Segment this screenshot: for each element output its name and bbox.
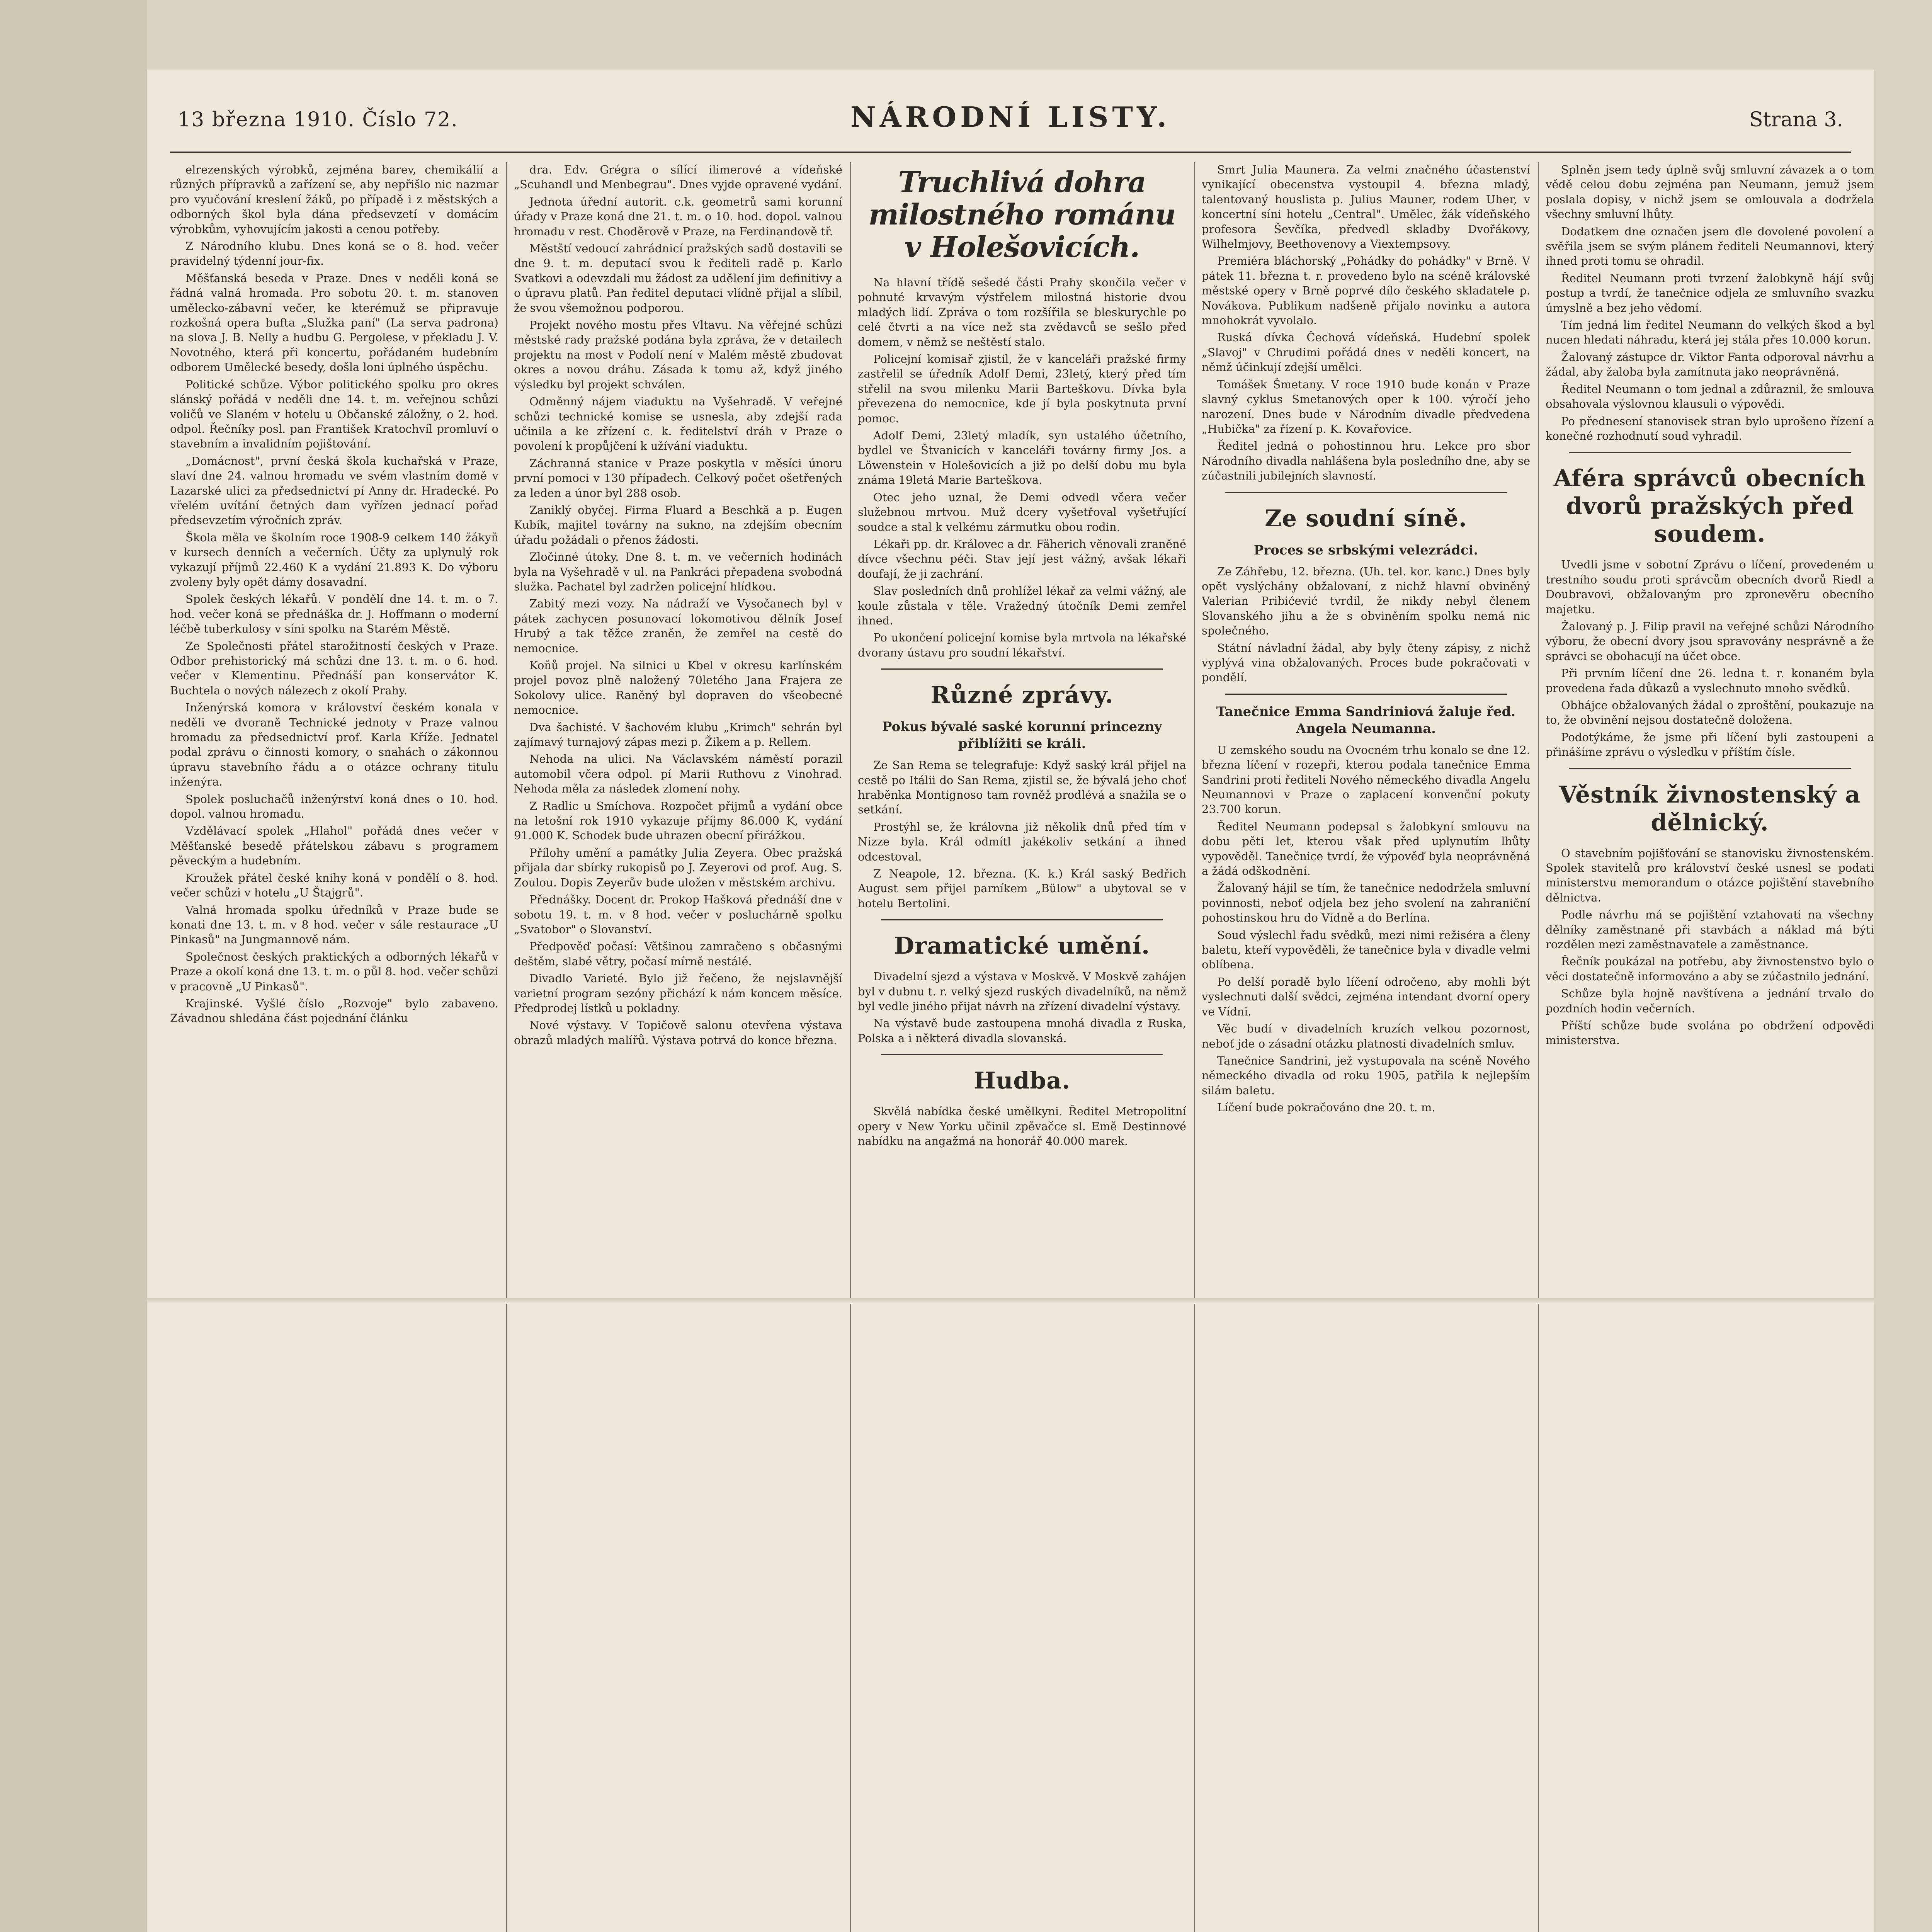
article-paragraph: Nové výstavy. V Topičově salonu otevřena výstava obrazů mladých malířů. Výstava potrvá do konce března. [514, 1019, 842, 1047]
article-paragraph: Odměnný nájem viaduktu na Vyšehradě. V veřejné schůzi technické komise se usnesla, aby zdejší rada učinila a ke zřízení c. k. ředitelství dráh v Praze o povolení k propůjčení k užívání viaduktu. [514, 395, 842, 453]
article-paragraph: Vzdělávací spolek „Hlahol" pořádá dnes večer v Měšťanské besedě přátelskou zábavu s programem pěveckým a hudebním. [170, 824, 498, 867]
section-rule [1569, 452, 1851, 453]
article-paragraph: Zaniklý obyčej. Firma Fluard a Beschkă a p. Eugen Kubík, majitel továrny na sukno, na zdejším obecním úřadu požádali o přenos žádosti. [514, 503, 842, 546]
article-paragraph: Státní návladní žádal, aby byly čteny zápisy, z nichž vyplývá vina obžalovaných. Proces bude pokračovati v pondělí. [1202, 641, 1530, 684]
article-paragraph: Při prvním líčení dne 26. ledna t. r. konaném byla provedena řada důkazů a vyslechnuto mnoho svědků. [1546, 667, 1874, 695]
section-rule [1225, 492, 1507, 493]
section-title-ruzne-zpravy: Různé zprávy. [930, 682, 1114, 709]
column-3 [858, 162, 1186, 1932]
article-paragraph: elrezenských výrobků, zejména barev, chemikálií a různých přípravků a zařízení se, aby nepřišlo nic nazmar pro vyučování kreslení žáků, po případě i z městských a odborných škol byla dána předsevzetí v domácím výrobkům, vyhovujícím jakosti a cenou potřeby. [170, 163, 498, 236]
headline-holesovice: Truchlivá dohra milostného románu v Holešovicích. [868, 166, 1176, 264]
article-paragraph: Divadlo Varieté. Bylo již řečeno, že nejslavnější varietní program sezóny přichází k nám koncem měsíce. Předprodej lístků u pokladny. [514, 972, 842, 1015]
article-subtitle: Proces se srbskými velezrádci. [1253, 542, 1478, 558]
article-paragraph: Otec jeho uznal, že Demi odvedl včera večer služebnou mrtvou. Muž dcery vyšetřoval vyšetřující soudce a stal k velkému zármutku obou rodin. [858, 490, 1186, 534]
article-paragraph: Na hlavní třídě sešedé části Prahy skončila večer v pohnuté krvavým výstřelem milostná historie dvou mladých lidí. Zpráva o tom rozšířila se bleskurychle po celé čtvrti a na více než sta zvědavců se sešlo před domem, v němž se neštěstí stalo. [858, 276, 1186, 349]
article-subtitle: Tanečnice Emma Sandriniová žaluje řed. Angela Neumanna. [1216, 704, 1516, 736]
article-paragraph: Žalovaný p. J. Filip pravil na veřejné schůzi Národního výboru, že obecní dvory jsou spravovány nesprávně a že správci se obohacují na účet obce. [1546, 619, 1874, 663]
article-paragraph: Slav posledních dnů prohlížel lékař za velmi vážný, ale koule zůstala v těle. Vražedný útočník Demi zemřel ihned. [858, 584, 1186, 627]
article-paragraph: Líčení bude pokračováno dne 20. t. m. [1217, 1101, 1435, 1114]
article-paragraph: Předpověď počasí: Většinou zamračeno s občasnými deštěm, slabé větry, počasí mírně nestálé. [514, 940, 842, 968]
article-paragraph: Na výstavě bude zastoupena mnohá divadla z Ruska, Polska a i některá divadla slovanská. [858, 1017, 1186, 1045]
article-paragraph: Tím jedná lim ředitel Neumann do velkých škod a byl nucen hledati náhradu, která jej stála přes 10.000 korun. [1546, 318, 1874, 347]
section-rule [881, 919, 1163, 920]
article-paragraph: Škola měla ve školním roce 1908-9 celkem 140 žákyň v kursech denních a večerních. Účty za uplynulý rok vykazují příjmů 22.460 K a vydání 21.893 K. Do výboru zvoleny byly opět dámy dosavadní. [170, 531, 498, 588]
column-divider [1194, 162, 1195, 1932]
article-paragraph: Ze Záhřebu, 12. března. (Uh. tel. kor. kanc.) Dnes byly opět vyslýchány obžalovaní, z nichž hlavní obviněný Valerian Pribićević tvrdil, že nikdy nebyl členem Slovanského jihu a že s obviněním spolku nemá nic společného. [1202, 565, 1530, 638]
column-divider [506, 162, 507, 1932]
article-paragraph: Soud výslechl řadu svědků, mezi nimi režiséra a členy baletu, kteří vypověděli, že tanečnice byla v divadle velmi oblíbena. [1202, 928, 1530, 971]
section-rule [1569, 768, 1851, 769]
article-paragraph: „Domácnost", první česká škola kuchařská v Praze, slaví dne 24. valnou hromadu ve svém vlastním domě v Lazarské ulici za předsednictví pí Anny dr. Hradecké. Po vřelém uvítání četných dam vyřízen jednací pořad předsevzetím výročních zpráv. [170, 454, 498, 527]
article-paragraph: Spolek posluchačů inženýrství koná dnes o 10. hod. dopol. valnou hromadu. [170, 792, 498, 821]
article-paragraph: Ze Společnosti přátel starožitností českých v Praze. Odbor prehistorický má schůzi dne 13. t. m. o 6. hod. večer v Klementinu. Přednáší pan konservátor K. Buchtela o nových nálezech z okolí Prahy. [170, 639, 498, 697]
article-paragraph: Společnost českých praktických a odborných lékařů v Praze a okolí koná dne 13. t. m. o půl 8. hod. večer schůzi v pracovně „U Pinkasů". [170, 950, 498, 993]
column-divider [1538, 162, 1539, 1932]
article-paragraph: Z Radlic u Smíchova. Rozpočet přijmů a vydání obce na letošní rok 1910 vykazuje příjmy 86.000 K, vydání 91.000 K. Schodek bude uhrazen obecní přirážkou. [514, 799, 842, 842]
article-paragraph: Spolek českých lékařů. V pondělí dne 14. t. m. o 7. hod. večer koná se přednáška dr. J. Hoffmann o moderní léčbě tuberkulosy v síni spolku na Starém Městě. [170, 592, 498, 636]
article-paragraph: Ředitel Neumann proti tvrzení žalobkyně hájí svůj postup a tvrdí, že tanečnice odjela ze smluvního svazku úmyslně a bez jeho vědomí. [1546, 271, 1874, 315]
page-header [170, 85, 1851, 153]
article-paragraph: Obhájce obžalovaných žádal o zproštění, poukazuje na to, že obvinění nejsou dostatečně doložena. [1546, 698, 1874, 727]
section-rule [1225, 694, 1507, 695]
article-paragraph: Záchranná stanice v Praze poskytla v měsíci únoru první pomoci v 130 případech. Celkový počet ošetřených za leden a únor byl 288 osob. [514, 456, 842, 500]
section-title-hudba: Hudba. [974, 1067, 1070, 1095]
article-paragraph: Po přednesení stanovisek stran bylo uprošeno řízení a konečné rozhodnutí soud vyhradil. [1546, 414, 1874, 442]
article-paragraph: Měšťanská beseda v Praze. Dnes v neděli koná se řádná valná hromada. Pro sobotu 20. t. m. stanoven umělecko-zábavní večer, ke kterémuž se připravuje rozkošná opera bufta „Služka paní" (La serva padrona) na slova J. B. Nelly a hudbu G. Pergolese, v překladu J. V. Novotného, která při koncertu, pořádaném hudebním odborem Umělecké besedy, došla loni úplného úspěchu. [170, 271, 498, 374]
issue-date: 13 března 1910. Číslo 72. [178, 108, 458, 131]
article-paragraph: Inženýrská komora v království českém konala v neděli ve dvoraně Technické jednoty v Praze valnou hromadu za předsednictví prof. Karla Kříže. Jednatel podal zprávu o činnosti komory, o snahách o zákonnou úpravu stavebního řádu a o otázce ochrany titulu inženýra. [170, 701, 498, 789]
article-paragraph: Zločinné útoky. Dne 8. t. m. ve večerních hodinách byla na Vyšehradě v ul. na Pankráci přepadena svobodná služka. Pachatel byl zadržen policejní hlídkou. [514, 550, 842, 593]
column-2 [514, 162, 842, 1932]
column-1 [170, 162, 498, 1932]
article-paragraph: Tomášek Šmetany. V roce 1910 bude konán v Praze slavný cyklus Smetanových oper k 100. výročí jeho narození. Dnes bude v Národním divadle předvedena „Hubička" za řízení p. K. Kovařovice. [1202, 378, 1530, 435]
column-divider [850, 162, 851, 1932]
article-paragraph: Řečník poukázal na potřebu, aby živnostenstvo bylo o věci dostatečně informováno a aby se zúčastnilo jednání. [1546, 955, 1874, 983]
article-paragraph: Nehoda na ulici. Na Václavském náměstí porazil automobil včera odpol. pí Marii Ruthovu z Vinohrad. Nehoda měla za následek zlomení nohy. [514, 752, 842, 796]
column-4 [1202, 162, 1530, 1932]
article-paragraph: Adolf Demi, 23letý mladík, syn ustalého účetního, bydlel ve Štvanicích v kanceláři továrny firmy Jos. a Löwenstein v Holešovicích a již po delší dobu mu byla známa 19letá Marie Barteškova. [858, 429, 1186, 487]
newspaper-page [147, 70, 1874, 1932]
article-paragraph: U zemského soudu na Ovocném trhu konalo se dne 12. března líčení v rozepři, kterou podala tanečnice Emma Sandrini proti řediteli Nového německého divadla Angelu Neumannovi v Praze o zaplacení konvenční pokuty 23.700 korun. [1202, 743, 1530, 816]
article-paragraph: dra. Edv. Grégra o sílící ilimerové a vídeňské „Scuhandl und Menbegrau". Dnes vyjde opravené vydání. [514, 163, 842, 191]
page-edge [0, 0, 147, 1932]
section-title-dramaticke-umeni: Dramatické umění. [894, 932, 1150, 960]
article-paragraph: Věc budí v divadelních kruzích velkou pozornost, neboť jde o zásadní otázku platnosti divadelních smluv. [1202, 1022, 1530, 1050]
article-paragraph: Projekt nového mostu přes Vltavu. Na věřejné schůzi městské rady pražské podána byla zpráva, že v detailech projektu na most v Podolí není v Malém městě zbudovat okres a novou dráhu. Zásada k tomu až, když jiného výsledku byl projekt schválen. [514, 318, 842, 391]
article-paragraph: Tanečnice Sandrini, jež vystupovala na scéně Nového německého divadla od roku 1905, patřila k nejlepším silám baletu. [1202, 1054, 1530, 1097]
article-paragraph: Schůze byla hojně navštívena a jednání trvalo do pozdních hodin večerních. [1546, 987, 1874, 1015]
article-paragraph: Krajinské. Vyšlé číslo „Rozvoje" bylo zabaveno. Závadnou shledána část pojednání článku [170, 997, 498, 1025]
section-title-ze-soudni-sine: Ze soudní síně. [1265, 505, 1467, 532]
article-paragraph: Přílohy umění a památky Julia Zeyera. Obec pražská přijala dar sbírky rukopisů po J. Zeyerovi od prof. Aug. S. Zoulou. Dopis Zeyerův bude uložen v městském archivu. [514, 846, 842, 889]
article-paragraph: Dodatkem dne označen jsem dle dovolené povolení a svěřila jsem se svým plánem řediteli Neumannovi, který ihned proti tomu se ohradil. [1546, 224, 1874, 268]
article-paragraph: Žalovaný hájil se tím, že tanečnice nedodržela smluvní povinnosti, neboť odjela bez jeho svolení na zahraniční pohostinskou hru do Vídně a do Berlína. [1202, 881, 1530, 925]
article-paragraph: Z Národního klubu. Dnes koná se o 8. hod. večer pravidelný týdenní jour-fix. [170, 240, 498, 268]
paper-fold [147, 1298, 1874, 1304]
section-title-afera-spravcu: Aféra správců obecních dvorů pražských před soudem. [1553, 465, 1866, 548]
page-number: Strana 3. [1749, 108, 1843, 131]
section-title-vestnik-zivnostensky: Věstník živnostenský a dělnický. [1559, 781, 1861, 836]
article-paragraph: Jednota úřední autorit. c.k. geometrů sami korunní úřady v Praze koná dne 21. t. m. o 10. hod. dopol. valnou hromadu v rest. Choděrově v Praze, na Ferdinandově tř. [514, 195, 842, 238]
article-paragraph: Smrt Julia Maunera. Za velmi značného účastenství vynikající obecenstva vystoupil 4. března mladý, talentovaný houslista p. Julius Mauner, rodem Uher, v koncertní síni hotelu „Central". Umělec, žák vídeňského profesora Ševčíka, předvedl skladby Dvořákovy, Wilhelmjovy, Beethovenovy a Viextempsovy. [1202, 163, 1530, 251]
article-paragraph: Podotýkáme, že jsme při líčení byli zastoupeni a přinášíme zprávu o výsledku v příštím čísle. [1546, 730, 1874, 759]
article-paragraph: Městští vedoucí zahrádnicí pražských sadů dostavili se dne 9. t. m. deputací svou k řediteli radě p. Karlo Svatkovi a odevzdali mu žádost za udělení jim definitivy a o úpravu platů. Pan ředitel deputaci vlídně přijal a slíbil, že svou všemožnou podporou. [514, 242, 842, 315]
article-paragraph: Koňů projel. Na silnici u Kbel v okresu karlínském projel povoz plně naložený 70letého Jana Frajera ze Sokolovy ulice. Raněný byl dopraven do všeobecné nemocnice. [514, 659, 842, 717]
section-rule [881, 1054, 1163, 1055]
article-subtitle: Pokus bývalé saské korunní princezny přiblížiti se králi. [882, 719, 1162, 752]
article-paragraph: Ředitel Neumann podepsal s žalobkyní smlouvu na dobu pěti let, kterou však před uplynutím lhůty vypověděl. Tanečnice tvrdí, že výpověď byla neoprávněná a žádá odškodnění. [1202, 820, 1530, 878]
article-paragraph: Dva šachisté. V šachovém klubu „Krimch" sehrán byl zajímavý turnajový zápas mezi p. Žikem a p. Rellem. [514, 720, 842, 749]
article-paragraph: Valná hromada spolku úředníků v Praze bude se konati dne 13. t. m. v 8 hod. večer v sále restaurace „U Pinkasů" na Jungmannově nám. [170, 903, 498, 946]
article-paragraph: Příští schůze bude svolána po obdržení odpovědi ministerstva. [1546, 1019, 1874, 1047]
article-paragraph: Žalovaný zástupce dr. Viktor Fanta odporoval návrhu a žádal, aby žaloba byla zamítnuta jako neoprávněná. [1546, 350, 1874, 379]
article-paragraph: Po ukončení policejní komise byla mrtvola na lékařské dvorany ústavu pro soudní lékařství. [858, 631, 1186, 659]
article-paragraph: Přednášky. Docent dr. Prokop Hašková přednáší dne v sobotu 19. t. m. v 8 hod. večer v posluchárně spolku „Svatobor" o Slovanství. [514, 893, 842, 936]
article-paragraph: Policejní komisař zjistil, že v kanceláři pražské firmy zastřelil se úředník Adolf Demi, 23letý, který před tím střelil na svou milenku Marii Barteškovu. Dívka byla převezena do nemocnice, kde jí byla poskytnuta první pomoc. [858, 352, 1186, 425]
article-paragraph: Lékaři pp. dr. Královec a dr. Fäherich věnovali zraněné dívce všechnu péči. Stav její jest vážný, avšak lékaři doufají, že ji zachrání. [858, 537, 1186, 580]
article-paragraph: Uvedli jsme v sobotní Zprávu o líčení, provedeném u trestního soudu proti správcům obecních dvorů Riedl a Doubravovi, obžalovaným pro zpronevěru obecního majetku. [1546, 558, 1874, 616]
article-paragraph: Z Neapole, 12. března. (K. k.) Král saský Bedřich August sem přijel parníkem „Bülow" a ubytoval se v hotelu Bertolini. [858, 867, 1186, 910]
article-paragraph: Ředitel jedná o pohostinnou hru. Lekce pro sbor Národního divadla nahlášena byla posledního dne, aby se zúčastnili jubilejních slavností. [1202, 439, 1530, 483]
article-paragraph: Splněn jsem tedy úplně svůj smluvní závazek a o tom vědě celou dobu zejména pan Neumann, jemuž jsem poslala dopisy, v nichž jsem se omlouvala a dodržela všechny smluvní lhůty. [1546, 163, 1874, 221]
article-paragraph: Ruská dívka Čechová vídeňská. Hudební spolek „Slavoj" v Chrudimi pořádá dnes v neděli koncert, na němž účinkují zdejší umělci. [1202, 331, 1530, 374]
article-paragraph: Politické schůze. Výbor politického spolku pro okres slánský pořádá v neděli dne 14. t. m. veřejnou schůzi voličů ve Slaném v hotelu u Občanské záložny, o 2. hod. odpol. Řečníky posl. pan František Kratochvíl promluví o stavebním a invalidním pojištování. [170, 378, 498, 451]
article-paragraph: Podle návrhu má se pojištění vztahovati na všechny dělníky zaměstnané při stavbách a náklad má býti rozdělen mezi zaměstnavatele a zaměstnance. [1546, 908, 1874, 951]
masthead-title: NÁRODNÍ LISTY. [850, 100, 1171, 133]
article-paragraph: Ze San Rema se telegrafuje: Když saský král přijel na cestě po Itálii do San Rema, zjistil se, že bývalá jeho choť hraběnka Montignoso tam rovněž prodlévá a snažila se o setkání. [858, 759, 1186, 816]
article-paragraph: O stavebním pojišťování se stanovisku živnostenském. Spolek stavitelů pro království české usnesl se podati ministerstvu memorandum o otázce pojištění stavebního dělnictva. [1546, 846, 1874, 904]
article-paragraph: Ředitel Neumann o tom jednal a zdůraznil, že smlouva obsahovala výslovnou klausuli o výpovědi. [1546, 382, 1874, 411]
article-paragraph: Zabitý mezi vozy. Na nádraží ve Vysočanech byl v pátek zachycen posunovací lokomotivou dělník Josef Hrubý a tak těžce zraněn, že zemřel na cestě do nemocnice. [514, 597, 842, 655]
section-rule [881, 668, 1163, 670]
article-paragraph: Po delší poradě bylo líčení odročeno, aby mohli být vyslechnuti další svědci, zejména intendant dvorní opery ve Vídni. [1202, 975, 1530, 1018]
article-paragraph: Divadelní sjezd a výstava v Moskvě. V Moskvě zahájen byl v dubnu t. r. velký sjezd ruských divadelníků, na němž byl vedle jiného přijat návrh na zřízení divadelní výstavy. [858, 970, 1186, 1013]
article-paragraph: Kroužek přátel české knihy koná v pondělí o 8. hod. večer schůzi v hotelu „U Štajgrů". [170, 871, 498, 900]
article-paragraph: Premiéra bláchorský „Pohádky do pohádky" v Brně. V pátek 11. března t. r. provedeno bylo na scéně královské městské opery v Brně poprvé dílo českého skladatele p. Novákova. Publikum nadšeně přijalo novinku a autora mnohokrát vyvolalo. [1202, 254, 1530, 327]
article-paragraph: Prostýhl se, že královna již několik dnů před tím v Nizze byla. Král odmítl jakékoliv setkání a ihned odcestoval. [858, 820, 1186, 863]
article-paragraph: Skvělá nabídka české umělkyni. Ředitel Metropolitní opery v New Yorku učinil zpěvačce sl. Emě Destinnové nabídku na angažmá na honorář 40.000 marek. [858, 1105, 1186, 1148]
column-5 [1546, 162, 1874, 1932]
